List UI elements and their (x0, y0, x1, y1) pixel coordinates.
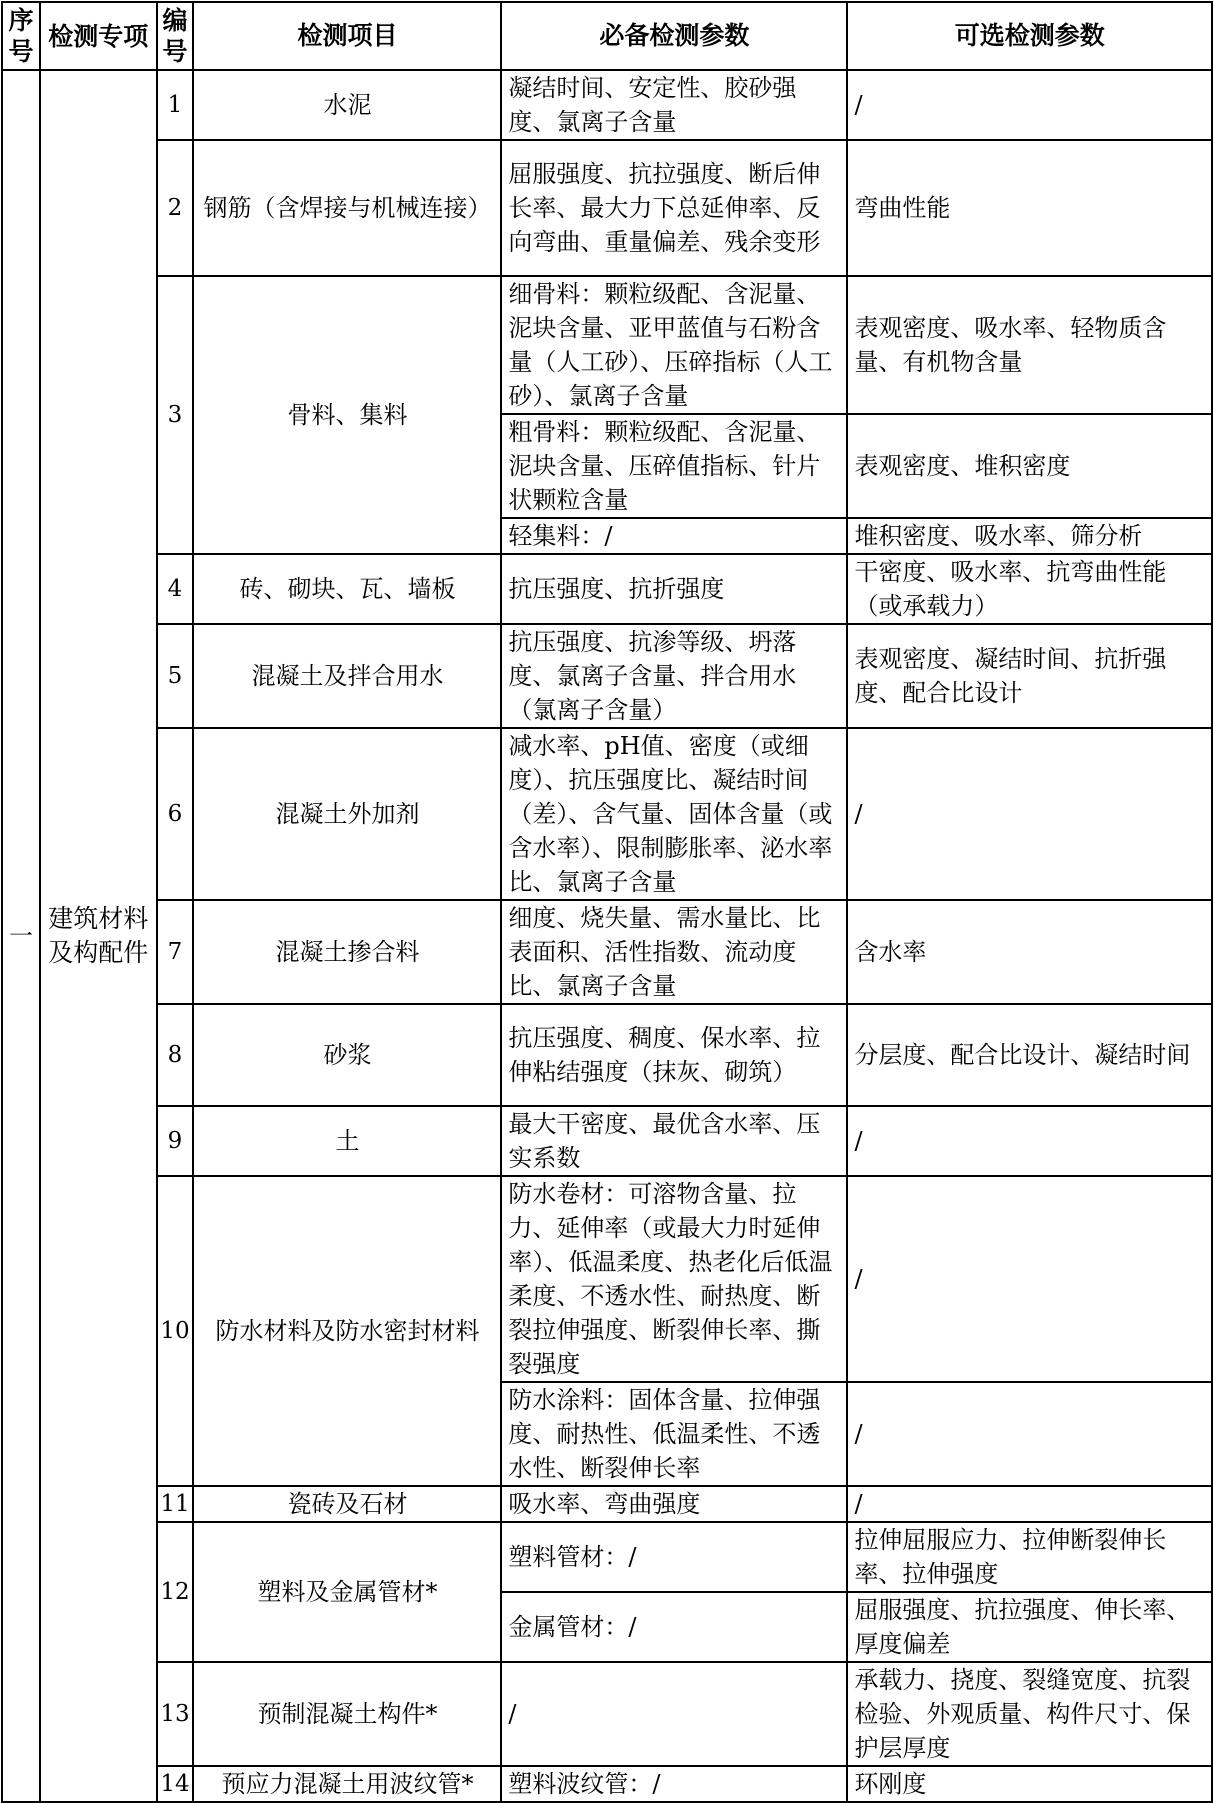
row-no: 1 (157, 70, 194, 140)
row-required: 抗压强度、稠度、保水率、拉伸粘结强度（抹灰、砌筑） (501, 1004, 847, 1106)
row-optional: 表观密度、吸水率、轻物质含量、有机物含量 (847, 276, 1212, 414)
row-required: 金属管材：/ (501, 1592, 847, 1662)
row-optional: 含水率 (847, 900, 1212, 1004)
row-no: 10 (157, 1176, 194, 1486)
row-optional: 干密度、吸水率、抗弯曲性能（或承载力） (847, 554, 1212, 624)
row-item: 混凝土掺合料 (193, 900, 501, 1004)
header-item: 检测项目 (193, 2, 501, 70)
table-row (2, 1766, 1212, 1802)
row-no: 7 (157, 900, 194, 1004)
row-optional: 承载力、挠度、裂缝宽度、抗裂检验、外观质量、构件尺寸、保护层厚度 (847, 1662, 1212, 1766)
row-item: 混凝土外加剂 (193, 728, 501, 900)
header-required: 必备检测参数 (501, 2, 847, 70)
row-required: 粗骨料：颗粒级配、含泥量、泥块含量、压碎值指标、针片状颗粒含量 (501, 414, 847, 518)
row-optional: 拉伸屈服应力、拉伸断裂伸长率、拉伸强度 (847, 1522, 1212, 1592)
row-no: 13 (157, 1662, 194, 1766)
table-row (2, 554, 1212, 624)
row-required: 塑料波纹管：/ (501, 1766, 847, 1802)
row-item: 水泥 (193, 70, 501, 140)
table-row (2, 1004, 1212, 1106)
inspection-parameters-table (1, 1, 1213, 1803)
row-required: 抗压强度、抗折强度 (501, 554, 847, 624)
row-optional: / (847, 1382, 1212, 1486)
row-no: 4 (157, 554, 194, 624)
row-optional: / (847, 1176, 1212, 1382)
header-row (2, 2, 1212, 70)
row-optional: 表观密度、凝结时间、抗折强度、配合比设计 (847, 624, 1212, 728)
row-item: 预应力混凝土用波纹管* (193, 1766, 501, 1802)
table-row (2, 728, 1212, 900)
table-row (2, 900, 1212, 1004)
row-required: 防水卷材：可溶物含量、拉力、延伸率（或最大力时延伸率）、低温柔度、热老化后低温柔度、不透水性、耐热度、断裂拉伸强度、断裂伸长率、撕裂强度 (501, 1176, 847, 1382)
row-item: 混凝土及拌合用水 (193, 624, 501, 728)
row-required: 减水率、pH值、密度（或细度）、抗压强度比、凝结时间（差）、含气量、固体含量（或含水率）、限制膨胀率、泌水率比、氯离子含量 (501, 728, 847, 900)
row-item: 钢筋（含焊接与机械连接） (193, 140, 501, 276)
row-required: 吸水率、弯曲强度 (501, 1486, 847, 1522)
row-required: / (501, 1662, 847, 1766)
header-seq: 序号 (2, 2, 40, 70)
row-no: 5 (157, 624, 194, 728)
row-no: 8 (157, 1004, 194, 1106)
row-no: 3 (157, 276, 194, 554)
row-item: 砖、砌块、瓦、墙板 (193, 554, 501, 624)
section-seq: 一 (2, 70, 40, 1802)
header-no: 编号 (157, 2, 194, 70)
row-optional: / (847, 1106, 1212, 1176)
row-no: 2 (157, 140, 194, 276)
table-row (2, 276, 1212, 414)
row-item: 土 (193, 1106, 501, 1176)
row-no: 9 (157, 1106, 194, 1176)
row-no: 12 (157, 1522, 194, 1662)
row-item: 骨料、集料 (193, 276, 501, 554)
row-item: 砂浆 (193, 1004, 501, 1106)
table-row (2, 1662, 1212, 1766)
row-optional: 表观密度、堆积密度 (847, 414, 1212, 518)
header-category: 检测专项 (40, 2, 156, 70)
row-item: 预制混凝土构件* (193, 1662, 501, 1766)
section-category: 建筑材料及构配件 (40, 70, 156, 1802)
table-row (2, 1486, 1212, 1522)
row-required: 抗压强度、抗渗等级、坍落度、氯离子含量、拌合用水（氯离子含量） (501, 624, 847, 728)
row-item: 瓷砖及石材 (193, 1486, 501, 1522)
row-optional: / (847, 728, 1212, 900)
row-optional: / (847, 1486, 1212, 1522)
table-row (2, 70, 1212, 140)
row-item: 塑料及金属管材* (193, 1522, 501, 1662)
row-optional: 分层度、配合比设计、凝结时间 (847, 1004, 1212, 1106)
row-no: 14 (157, 1766, 194, 1802)
row-item: 防水材料及防水密封材料 (193, 1176, 501, 1486)
row-required: 最大干密度、最优含水率、压实系数 (501, 1106, 847, 1176)
row-optional: 弯曲性能 (847, 140, 1212, 276)
table-row (2, 624, 1212, 728)
table-row (2, 140, 1212, 276)
row-required: 细骨料：颗粒级配、含泥量、泥块含量、亚甲蓝值与石粉含量（人工砂）、压碎指标（人工砂）、氯离子含量 (501, 276, 847, 414)
row-optional: 屈服强度、抗拉强度、伸长率、厚度偏差 (847, 1592, 1212, 1662)
row-required: 塑料管材：/ (501, 1522, 847, 1592)
row-no: 11 (157, 1486, 194, 1522)
row-optional: 环刚度 (847, 1766, 1212, 1802)
row-required: 屈服强度、抗拉强度、断后伸长率、最大力下总延伸率、反向弯曲、重量偏差、残余变形 (501, 140, 847, 276)
table-row (2, 1522, 1212, 1592)
header-optional: 可选检测参数 (847, 2, 1212, 70)
row-required: 细度、烧失量、需水量比、比表面积、活性指数、流动度比、氯离子含量 (501, 900, 847, 1004)
table-row (2, 1176, 1212, 1382)
row-optional: 堆积密度、吸水率、筛分析 (847, 518, 1212, 554)
row-optional: / (847, 70, 1212, 140)
row-required: 防水涂料：固体含量、拉伸强度、耐热性、低温柔性、不透水性、断裂伸长率 (501, 1382, 847, 1486)
row-no: 6 (157, 728, 194, 900)
row-required: 凝结时间、安定性、胶砂强度、氯离子含量 (501, 70, 847, 140)
table-row (2, 1106, 1212, 1176)
row-required: 轻集料：/ (501, 518, 847, 554)
